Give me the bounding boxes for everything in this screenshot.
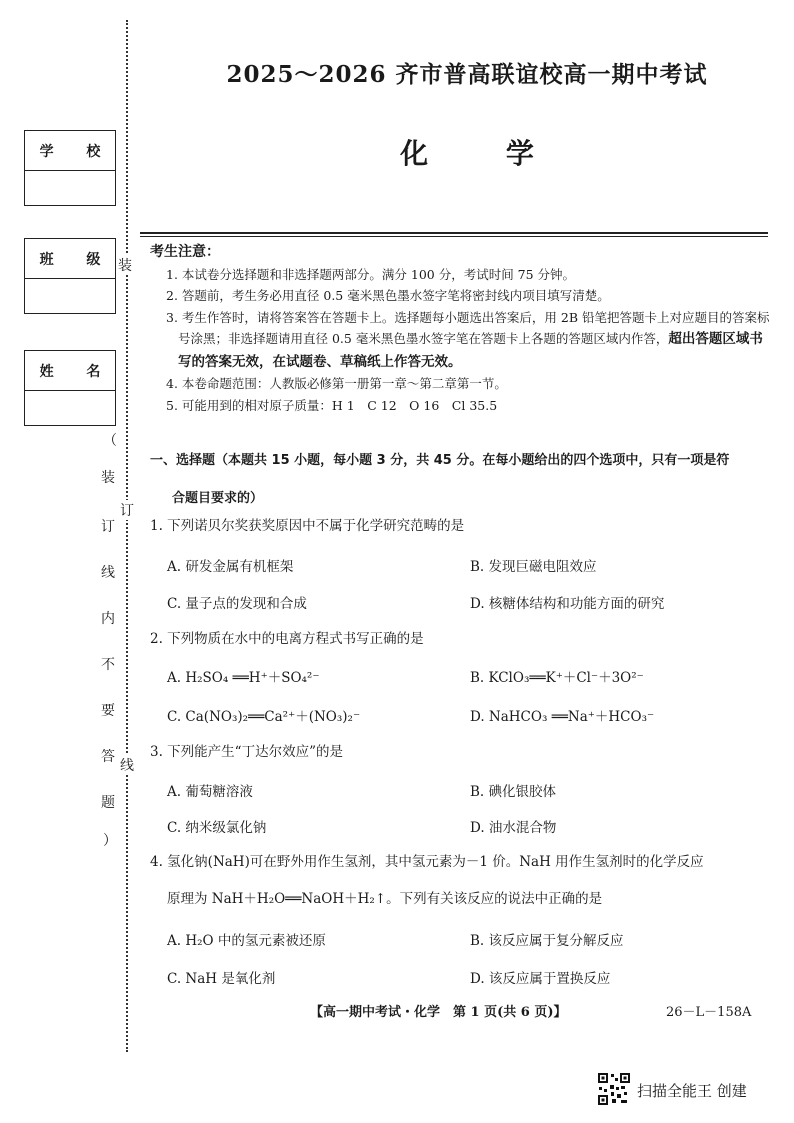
watermark-text: 扫描全能王 创建 [637, 1082, 747, 1100]
q3-option-c[interactable]: C. 纳米级氯化钠 [167, 820, 267, 836]
binding-char-ding: 订 [120, 500, 134, 520]
class-box [24, 238, 116, 314]
note-char: 答 [101, 749, 115, 765]
q2-option-a[interactable]: A. H₂SO₄ ══H⁺＋SO₄²⁻ [167, 670, 320, 686]
q1-option-c[interactable]: C. 量子点的发现和合成 [167, 596, 307, 612]
binding-dotted-line [126, 20, 128, 1052]
notice-heading: 考生注意： [150, 244, 220, 260]
question-4-stem-cont: 原理为 NaH＋H₂O══NaOH＋H₂↑。下列有关该反应的说法中正确的是 [167, 891, 603, 907]
paper-code: 26－L－158A [666, 1005, 752, 1020]
notice-block [150, 242, 770, 416]
class-field[interactable] [25, 279, 115, 313]
q2-option-b[interactable]: B. KClO₃══K⁺＋Cl⁻＋3O²⁻ [470, 670, 644, 686]
page-footer: 【高一期中考试・化学 第 1 页(共 6 页)】 [310, 1005, 567, 1020]
question-2-stem: 2. 下列物质在水中的电离方程式书写正确的是 [150, 631, 424, 647]
section-heading [150, 442, 775, 518]
question-3-stem: 3. 下列能产生“丁达尔效应”的是 [150, 744, 343, 760]
qr-code-icon [597, 1072, 631, 1106]
binding-char-xian: 线 [120, 755, 134, 775]
notice-item: 4. 本卷命题范围：人教版必修第一册第一章～第二章第一节。 [166, 376, 507, 391]
notice-item: 5. 可能用到的相对原子质量：H 1 C 12 O 16 Cl 35.5 [166, 397, 498, 413]
notice-item: 2. 答题前，考生务必用直径 0.5 毫米黑色墨水签字笔将密封线内项目填写清楚。 [166, 288, 610, 303]
notice-item-3-text: 3. 考生作答时，请将答案答在答题卡上。选择题每小题选出答案后，用 2B 铅笔把答题卡上对应题目的答案标号涂黑；非选择题请用直径 0.5 毫米黑色墨水签字笔在答题卡上各题的答题区域内作答， [166, 309, 770, 346]
question-4-stem: 4. 氢化钠(NaH)可在野外用作生氢剂，其中氢元素为－1 价。NaH 用作生氢剂时的化学反应 [150, 854, 704, 870]
q4-option-a[interactable]: A. H₂O 中的氢元素被还原 [167, 933, 326, 949]
divider [140, 236, 768, 237]
notice-item [150, 307, 770, 374]
note-char: 装 [101, 470, 115, 486]
q3-option-b[interactable]: B. 碘化银胶体 [470, 784, 557, 800]
note-char: 线 [101, 565, 115, 581]
q2-option-d[interactable]: D. NaHCO₃ ══Na⁺＋HCO₃⁻ [470, 709, 655, 725]
divider [140, 232, 768, 234]
name-box [24, 350, 116, 426]
note-char: 内 [101, 611, 115, 627]
note-char: （ [103, 433, 117, 449]
q1-option-a[interactable]: A. 研发金属有机框架 [167, 559, 294, 575]
note-char: 要 [101, 703, 115, 719]
note-char: 不 [101, 657, 115, 673]
note-char: 订 [101, 519, 115, 535]
q4-option-c[interactable]: C. NaH 是氧化剂 [167, 971, 276, 987]
note-char: ） [103, 833, 117, 849]
q3-option-a[interactable]: A. 葡萄糖溶液 [167, 784, 253, 800]
section-line-1: 一、选择题（本题共 15 小题，每小题 3 分，共 45 分。在每小题给出的四个选项中，只有一项是符 [150, 453, 730, 468]
school-field[interactable] [25, 171, 115, 205]
notice-item-3-emphasis: 超出答题区域书写的答案无效，在试题卷、草稿纸上作答无效。 [178, 331, 763, 370]
name-label: 姓 名 [25, 351, 115, 391]
q1-option-d[interactable]: D. 核糖体结构和功能方面的研究 [470, 596, 665, 612]
binding-char-zhuang: 装 [118, 255, 132, 275]
q2-option-c[interactable]: C. Ca(NO₃)₂══Ca²⁺＋(NO₃)₂⁻ [167, 709, 361, 725]
name-field[interactable] [25, 391, 115, 425]
exam-title: 2025～2026 齐市普高联谊校高一期中考试 [226, 61, 708, 88]
section-line-2: 合题目要求的） [172, 491, 264, 506]
q4-option-b[interactable]: B. 该反应属于复分解反应 [470, 933, 624, 949]
q1-option-b[interactable]: B. 发现巨磁电阻效应 [470, 559, 597, 575]
subject-title: 化 学 [400, 137, 568, 170]
question-1-stem: 1. 下列诺贝尔奖获奖原因中不属于化学研究范畴的是 [150, 518, 465, 534]
q3-option-d[interactable]: D. 油水混合物 [470, 820, 557, 836]
school-label: 学 校 [25, 131, 115, 171]
notice-item: 1. 本试卷分选择题和非选择题两部分。满分 100 分，考试时间 75 分钟。 [166, 266, 576, 282]
class-label: 班 级 [25, 239, 115, 279]
note-char: 题 [101, 795, 115, 811]
school-box [24, 130, 116, 206]
q4-option-d[interactable]: D. 该反应属于置换反应 [470, 971, 611, 987]
